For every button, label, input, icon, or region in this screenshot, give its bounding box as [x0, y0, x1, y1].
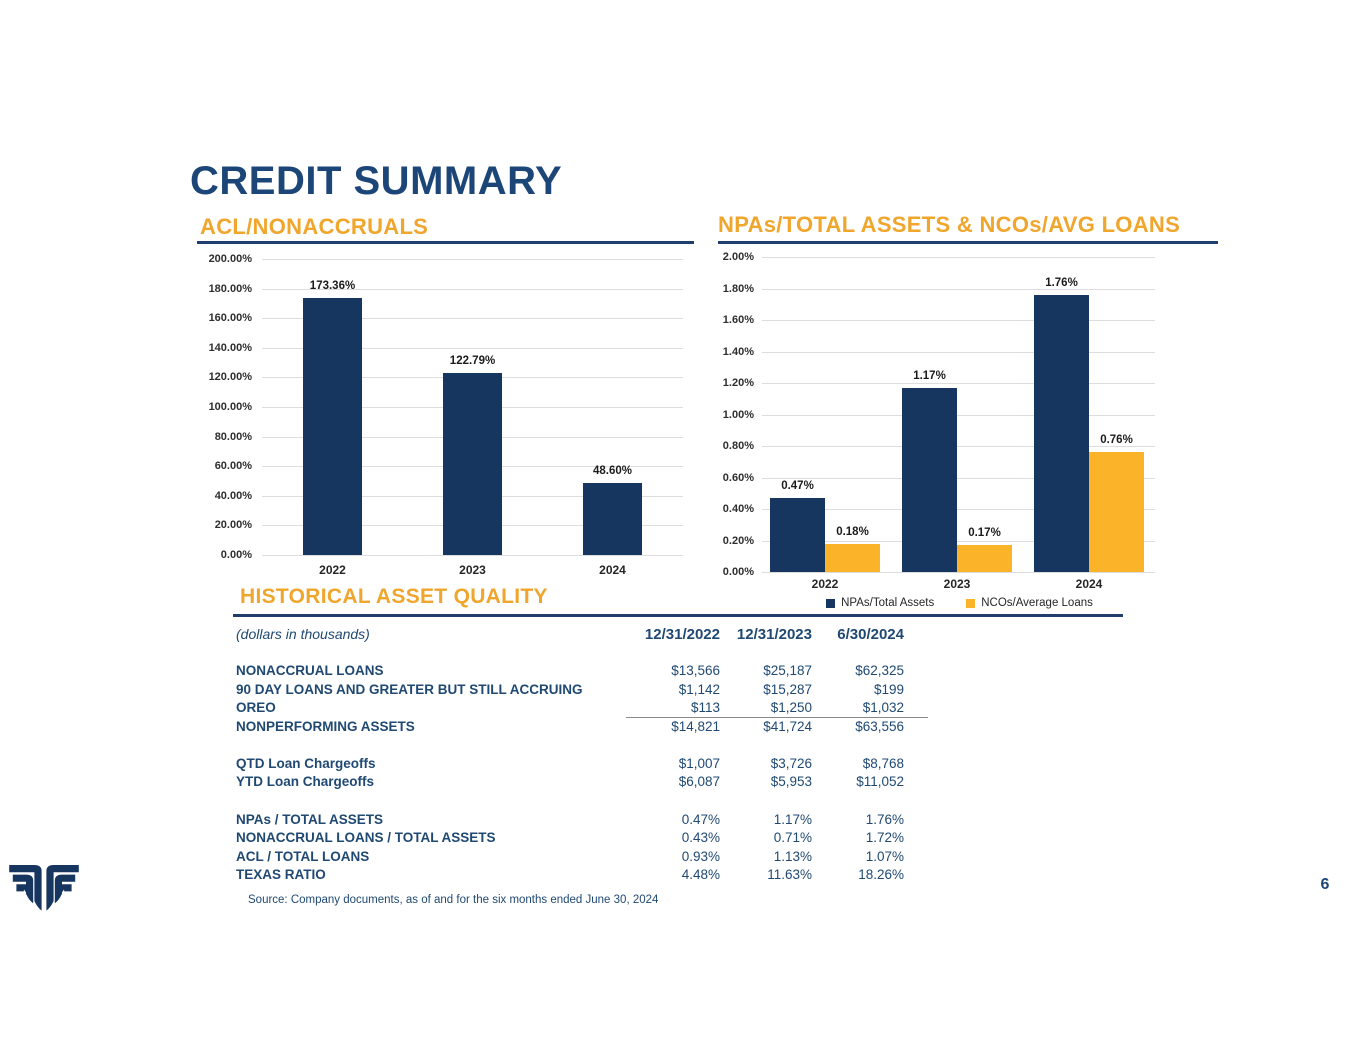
gridline	[262, 555, 683, 556]
gridline	[762, 257, 1155, 258]
company-logo	[8, 858, 80, 920]
cell: $5,953	[770, 774, 812, 790]
row-label: 90 DAY LOANS AND GREATER BUT STILL ACCRUING	[236, 681, 583, 697]
table-header-rule	[233, 614, 1123, 617]
table-row	[236, 773, 904, 792]
page-number: 6	[1320, 876, 1330, 893]
cell: 18.26%	[858, 867, 904, 883]
row-label: YTD Loan Chargeoffs	[236, 774, 375, 790]
cell: 1.72%	[865, 830, 904, 846]
table-row	[236, 755, 904, 774]
cell: $1,250	[770, 700, 812, 716]
gridline	[262, 259, 683, 260]
bar-value-label: 0.17%	[968, 527, 1001, 540]
bar-value-label: 122.79%	[449, 355, 496, 368]
y-axis-label: 1.60%	[722, 314, 754, 326]
bar-value-label: 1.17%	[913, 369, 946, 382]
cell: $13,566	[671, 663, 720, 678]
y-axis-label: 40.00%	[214, 489, 252, 502]
column-header: 12/31/2022	[644, 626, 720, 643]
legend-swatch-navy	[826, 599, 835, 608]
table-unit-note: (dollars in thousands)	[236, 626, 370, 642]
logo-right-wing	[46, 865, 78, 911]
cell: $113	[690, 700, 720, 716]
y-axis-label: 0.20%	[722, 534, 754, 547]
cell: $1,142	[678, 681, 720, 697]
table-row	[236, 662, 904, 681]
source-note: Source: Company documents, as of and for the six months ended June 30, 2024	[248, 894, 659, 906]
table-row	[236, 848, 904, 867]
cell: $14,821	[671, 718, 720, 734]
table-row	[236, 866, 904, 885]
y-axis-label: 20.00%	[214, 519, 252, 532]
cell: 4.48%	[681, 867, 720, 883]
table-row	[236, 829, 904, 848]
table-header-row	[236, 626, 904, 643]
y-axis-label: 2.00%	[722, 251, 754, 263]
cell: $1,007	[678, 755, 720, 771]
cell: $11,052	[856, 774, 904, 790]
gridline	[762, 320, 1155, 321]
logo-left-wing	[9, 865, 41, 911]
bar-2023	[443, 373, 502, 555]
cell: 1.17%	[773, 811, 812, 827]
cell: 1.13%	[773, 848, 812, 864]
column-header: 12/31/2023	[736, 626, 812, 643]
row-label: OREO	[236, 700, 276, 716]
y-axis-label: 1.00%	[722, 408, 754, 421]
cell: $41,724	[763, 718, 812, 734]
cell: 1.07%	[865, 848, 904, 864]
cell: 0.93%	[681, 848, 720, 864]
legend-item	[826, 597, 934, 609]
x-axis-label: 2022	[319, 563, 346, 577]
gridline	[762, 383, 1155, 384]
acl-nonaccruals-chart	[200, 248, 695, 590]
right-chart-header-rule	[718, 241, 1218, 244]
legend-item	[966, 597, 1093, 609]
cell: 1.76%	[865, 811, 904, 827]
y-axis-label: 0.00%	[722, 566, 754, 578]
legend-label: NPAs/Total Assets	[841, 597, 935, 609]
gridline	[762, 572, 1155, 573]
table-row	[236, 699, 904, 718]
row-label: NPAs / TOTAL ASSETS	[236, 811, 384, 827]
row-label: TEXAS RATIO	[236, 867, 326, 883]
y-axis-label: 80.00%	[214, 430, 252, 443]
bar-2024-ncos	[1089, 452, 1144, 572]
x-axis-label: 2023	[943, 577, 971, 591]
cell: $8,768	[862, 755, 904, 771]
x-axis-label: 2023	[459, 563, 486, 577]
left-chart-header-rule	[197, 241, 694, 244]
y-axis-label: 180.00%	[208, 282, 252, 295]
y-axis-label: 0.40%	[722, 503, 754, 515]
x-axis-label: 2024	[1075, 577, 1103, 591]
y-axis-label: 0.00%	[220, 549, 252, 561]
historical-asset-quality-table	[236, 626, 904, 885]
y-axis-label: 0.80%	[722, 440, 754, 452]
cell: $15,287	[763, 681, 812, 697]
bar-value-label: 0.47%	[781, 479, 814, 492]
table-row	[236, 681, 904, 700]
npas-ncos-chart	[718, 248, 1165, 596]
chart-legend	[762, 597, 1157, 609]
cell: 11.63%	[767, 867, 812, 883]
row-label: ACL / TOTAL LOANS	[236, 848, 370, 864]
x-axis-label: 2022	[811, 577, 839, 591]
cell: $3,726	[770, 755, 812, 771]
bar-value-label: 48.60%	[592, 465, 632, 478]
table-row	[236, 811, 904, 830]
row-label: NONACCRUAL LOANS / TOTAL ASSETS	[236, 830, 496, 846]
cell: 0.43%	[681, 830, 720, 846]
y-axis-label: 0.60%	[722, 471, 754, 484]
y-axis-label: 1.40%	[722, 345, 754, 358]
cell: $199	[873, 681, 904, 697]
y-axis-label: 1.80%	[722, 282, 754, 295]
y-axis-label: 200.00%	[208, 253, 252, 265]
column-header: 6/30/2024	[837, 626, 904, 643]
cell: 0.47%	[681, 811, 720, 827]
cell: $6,087	[678, 774, 720, 790]
y-axis-label: 100.00%	[208, 401, 252, 413]
y-axis-label: 160.00%	[208, 312, 252, 325]
bar-2023-ncos	[957, 545, 1012, 572]
cell: $25,187	[763, 663, 812, 678]
bar-2022-ncos	[825, 544, 880, 572]
gridline	[762, 352, 1155, 353]
bar-2023-npas	[902, 388, 957, 572]
bar-value-label: 0.18%	[836, 525, 869, 538]
bar-value-label: 0.76%	[1100, 434, 1133, 447]
cell: $1,032	[862, 700, 904, 716]
table-header: HISTORICAL ASSET QUALITY	[240, 585, 548, 608]
legend-label: NCOs/Average Loans	[981, 597, 1093, 609]
legend-swatch-gold	[966, 599, 975, 608]
cell: $62,325	[855, 663, 904, 678]
cell: $63,556	[855, 718, 904, 734]
bar-value-label: 173.36%	[309, 280, 356, 293]
table-row	[236, 718, 904, 737]
y-axis-label: 140.00%	[208, 341, 252, 354]
x-axis-label: 2024	[599, 563, 626, 577]
row-label: QTD Loan Chargeoffs	[236, 755, 376, 771]
row-label: NONACCRUAL LOANS	[236, 663, 384, 678]
gridline	[762, 415, 1155, 416]
right-chart-header: NPAs/TOTAL ASSETS & NCOs/AVG LOANS	[718, 212, 1181, 237]
bar-value-label: 1.76%	[1045, 276, 1078, 289]
page-title: CREDIT SUMMARY	[190, 159, 563, 203]
row-label: NONPERFORMING ASSETS	[236, 718, 415, 734]
y-axis-label: 120.00%	[208, 371, 252, 384]
cell: 0.71%	[773, 830, 812, 846]
y-axis-label: 60.00%	[214, 460, 252, 473]
bar-2024	[583, 483, 642, 555]
bar-2022	[303, 298, 362, 555]
y-axis-label: 1.20%	[722, 377, 754, 389]
left-chart-header: ACL/NONACCRUALS	[200, 214, 429, 239]
